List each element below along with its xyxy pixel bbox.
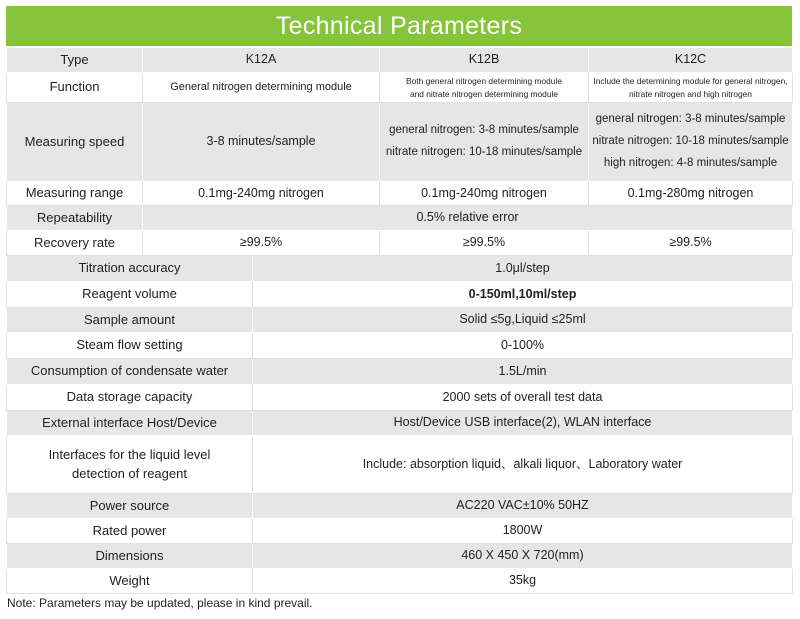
speed-line: nitrate nitrogen: 10-18 minutes/sample [385,146,583,158]
table-row [7,436,793,494]
function-k12c-line: nitrate nitrogen and high nitrogen [629,88,752,99]
table-row [7,231,793,256]
table-row [7,73,793,103]
recovery-rate-k12b: ≥99.5% [380,231,589,256]
speed-line: nitrate nitrogen: 10-18 minutes/sample [592,135,789,148]
measuring-speed-label: Measuring speed [7,103,143,182]
table-row [7,333,793,359]
table-row [7,256,793,282]
measuring-range-k12c: 0.1mg-280mg nitrogen [589,182,793,206]
row-label: Consumption of condensate water [7,359,253,385]
speed-line: general nitrogen: 3-8 minutes/sample [595,113,786,126]
spec-table [6,47,793,594]
table-row [7,308,793,333]
table-row [7,282,793,308]
function-label: Function [7,73,143,103]
row-value: 0-100% [253,333,793,359]
row-value: Host/Device USB interface(2), WLAN interface [253,411,793,436]
type-label: Type [7,48,143,73]
model-k12b: K12B [380,48,589,73]
measuring-range-label: Measuring range [7,182,143,206]
table-row [7,206,793,231]
table-row [7,411,793,436]
row-label: Titration accuracy [7,256,253,282]
row-label: Dimensions [7,544,253,569]
row-label-line: Interfaces for the liquid level [48,446,211,462]
row-value: 460 X 450 X 720(mm) [253,544,793,569]
row-label: Weight [7,569,253,594]
table-row [7,519,793,544]
function-k12a: General nitrogen determining module [143,73,380,103]
function-k12b [380,73,589,103]
row-label: Data storage capacity [7,385,253,411]
row-label [7,436,253,494]
function-k12c [589,73,793,103]
function-k12b-line: Both general nitrogen determining module [406,76,562,87]
function-k12b-line: and nitrate nitrogen determining module [409,88,559,99]
row-value: 1800W [253,519,793,544]
row-label: Rated power [7,519,253,544]
row-label: Steam flow setting [7,333,253,359]
speed-line: general nitrogen: 3-8 minutes/sample [389,124,579,137]
recovery-rate-label: Recovery rate [7,231,143,256]
row-label: External interface Host/Device [7,411,253,436]
row-value: 0-150ml,10ml/step [253,282,793,308]
function-k12c-line: Include the determining module for general nitrogen, [593,76,788,87]
row-label: Power source [7,494,253,519]
recovery-rate-k12a: ≥99.5% [143,231,380,256]
measuring-range-k12a: 0.1mg-240mg nitrogen [143,182,380,206]
row-label: Sample amount [7,308,253,333]
model-k12c: K12C [589,48,793,73]
table-row [7,544,793,569]
recovery-rate-k12c: ≥99.5% [589,231,793,256]
page-title: Technical Parameters [6,6,792,46]
row-value: AC220 VAC±10% 50HZ [253,494,793,519]
model-k12a: K12A [143,48,380,73]
row-value: 2000 sets of overall test data [253,385,793,411]
table-row [7,103,793,182]
table-row [7,359,793,385]
speed-line: high nitrogen: 4-8 minutes/sample [603,156,778,169]
repeatability-value: 0.5% relative error [143,206,793,231]
table-row [7,494,793,519]
repeatability-label: Repeatability [7,206,143,231]
table-header-row [7,48,793,73]
measuring-speed-k12c [589,103,793,182]
table-row [7,569,793,594]
row-value: Solid ≤5g,Liquid ≤25ml [253,308,793,333]
measuring-range-k12b: 0.1mg-240mg nitrogen [380,182,589,206]
row-label-line: detection of reagent [72,465,187,481]
row-value: 1.0μl/step [253,256,793,282]
row-value: 35kg [253,569,793,594]
measuring-speed-k12a: 3-8 minutes/sample [143,103,380,182]
measuring-speed-k12b [380,103,589,182]
footnote: Note: Parameters may be updated, please in kind prevail. [7,596,313,610]
row-label: Reagent volume [7,282,253,308]
table-row [7,385,793,411]
table-row [7,182,793,206]
row-value: Include: absorption liquid、alkali liquor、Laboratory water [253,436,793,494]
row-value: 1.5L/min [253,359,793,385]
